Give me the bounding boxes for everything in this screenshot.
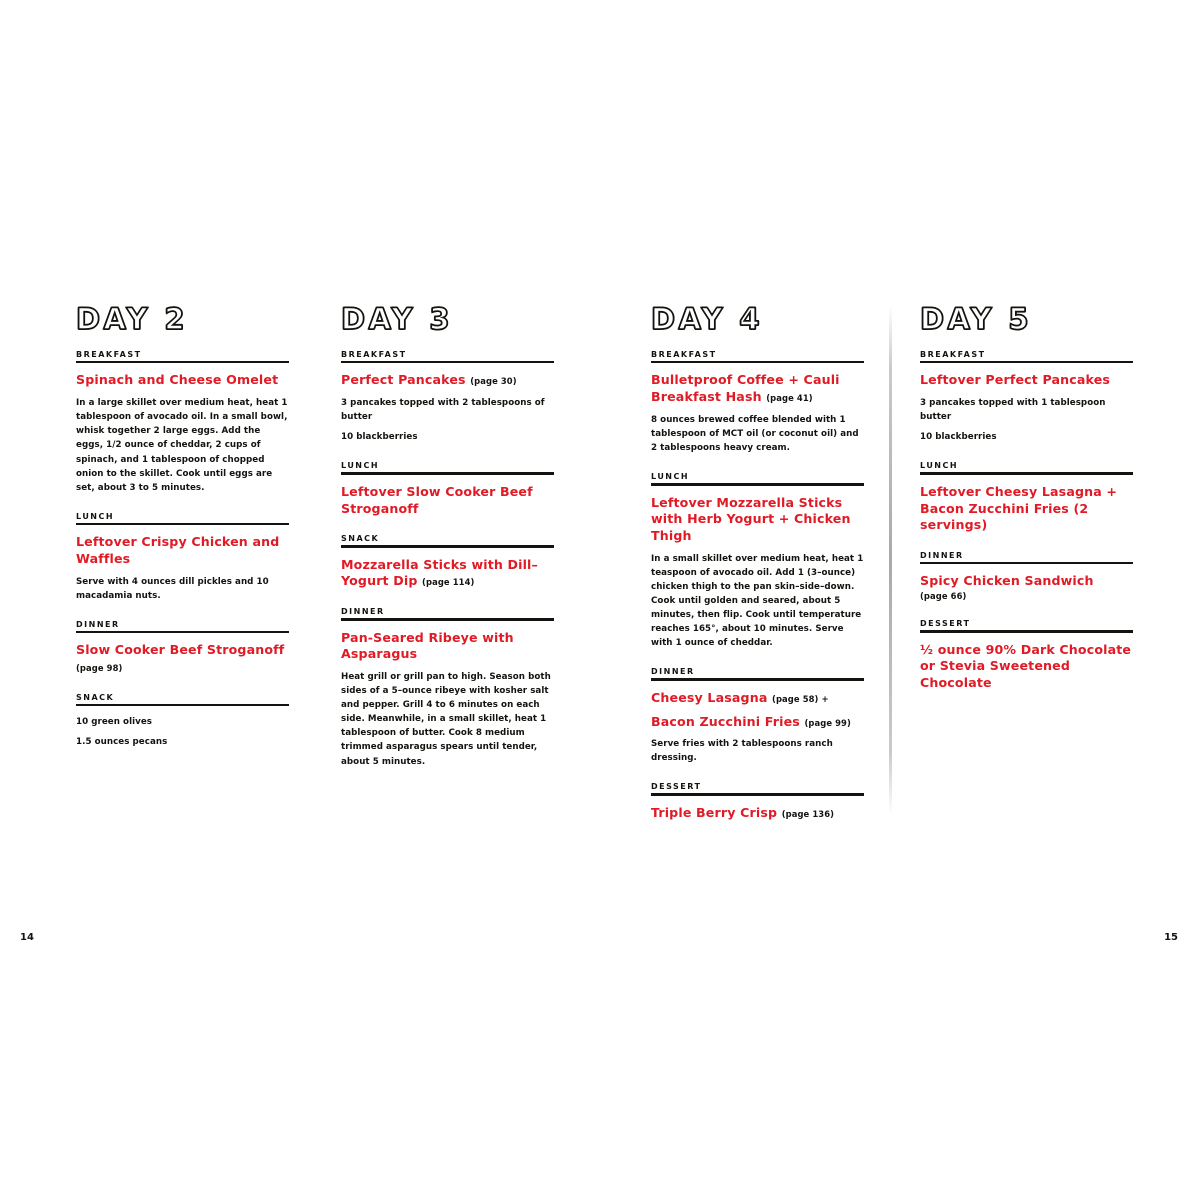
meal-block: [76, 512, 289, 603]
recipe-name: Bacon Zucchini Fries: [651, 713, 800, 729]
meal-block: [920, 619, 1133, 692]
meal-label: DINNER: [920, 551, 964, 560]
meal-label: LUNCH: [920, 461, 959, 471]
meal-block: [651, 350, 864, 455]
meal-rule: [76, 631, 289, 633]
recipe-name: Triple Berry Crisp: [651, 804, 778, 820]
recipe-page-reference: (page 66): [920, 591, 967, 602]
meal-label: LUNCH: [341, 461, 380, 471]
recipe-link[interactable]: [920, 372, 1133, 389]
meal-label: DESSERT: [651, 782, 702, 792]
recipe-page-reference: (page 99): [804, 717, 851, 728]
meal-label: BREAKFAST: [920, 350, 986, 359]
meal-rule: [920, 562, 1133, 564]
day-column: [341, 302, 554, 786]
meal-note: 10 green olives: [76, 717, 153, 728]
recipe-link[interactable]: [341, 630, 554, 663]
recipe-link[interactable]: [651, 805, 864, 822]
recipe-name: Leftover Slow Cooker Beef Stroganoff: [341, 483, 533, 516]
recipe-link[interactable]: [651, 372, 864, 405]
recipe-name: Slow Cooker Beef Stroganoff: [76, 642, 285, 658]
meal-note: 8 ounces brewed coffee blended with 1 tablespoon of MCT oil (or coconut oil) and 2 tablespoons heavy cream.: [651, 414, 859, 454]
recipe-link[interactable]: [76, 642, 289, 675]
recipe-name: Perfect Pancakes: [341, 372, 466, 388]
meal-rule: [651, 361, 864, 363]
day-title: DAY 4: [651, 302, 764, 336]
recipe-page-reference: (page 114): [422, 577, 475, 588]
day-title: DAY 5: [920, 302, 1033, 336]
recipe-page-reference: (page 58) +: [772, 693, 829, 704]
recipe-name: Cheesy Lasagna: [651, 689, 768, 705]
recipe-name: Leftover Mozzarella Sticks with Herb Yogurt + Chicken Thigh: [651, 494, 851, 543]
meal-block: [341, 350, 554, 444]
recipe-name: Spicy Chicken Sandwich: [920, 573, 1094, 589]
meal-block: [76, 693, 289, 750]
meal-block: [76, 620, 289, 676]
meal-rule: [76, 523, 289, 525]
meal-note: 3 pancakes topped with 2 tablespoons of butter: [341, 398, 545, 423]
meal-label: LUNCH: [76, 511, 115, 521]
folio-left: 14: [20, 932, 34, 943]
meal-label: DESSERT: [920, 619, 971, 629]
recipe-page-reference: (page 41): [766, 393, 813, 404]
meal-note: 10 blackberries: [920, 432, 997, 443]
recipe-link[interactable]: [651, 495, 864, 545]
meal-label: BREAKFAST: [76, 350, 142, 359]
day-title: DAY 3: [341, 302, 454, 336]
meal-note: Serve fries with 2 tablespoons ranch dressing.: [651, 739, 833, 764]
meal-label: BREAKFAST: [341, 350, 407, 359]
day-column: [651, 302, 864, 839]
meal-rule: [76, 704, 289, 706]
meal-block: [341, 607, 554, 769]
recipe-link[interactable]: [651, 714, 864, 731]
meal-block: [651, 782, 864, 821]
meal-label: LUNCH: [651, 472, 690, 482]
recipe-link[interactable]: [341, 484, 554, 517]
meal-note: 10 blackberries: [341, 432, 418, 443]
meal-label: BREAKFAST: [651, 350, 717, 359]
recipe-name: Leftover Crispy Chicken and Waffles: [76, 534, 280, 566]
meal-label: SNACK: [76, 692, 115, 702]
recipe-page-reference: (page 136): [781, 808, 835, 819]
recipe-name: Leftover Cheesy Lasagna + Bacon Zucchini Fries (2 servings): [920, 483, 1118, 533]
meal-rule: [920, 361, 1133, 363]
meal-block: [920, 461, 1133, 534]
meal-block: [651, 667, 864, 765]
day-column: [920, 302, 1133, 709]
meal-rule: [76, 361, 289, 363]
meal-note: In a large skillet over medium heat, heat 1 tablespoon of avocado oil. In a small bowl, whisk together 2 large eggs. Add the eggs, 1/2 ounce of cheddar, 2 cups of spinach, and 1 tablespoon of chopped onion to the skillet. Cook until eggs are set, about 3 to 5 minutes.: [76, 398, 288, 493]
meal-block: [651, 472, 864, 650]
recipe-name: Mozzarella Sticks with Dill–Yogurt Dip: [341, 556, 538, 589]
meal-block: [920, 551, 1133, 602]
recipe-name: Leftover Perfect Pancakes: [920, 372, 1111, 388]
meal-block: [341, 534, 554, 590]
meal-note: Serve with 4 ounces dill pickles and 10 macadamia nuts.: [76, 576, 269, 601]
recipe-name: ½ ounce 90% Dark Chocolate or Stevia Sweetened Chocolate: [920, 641, 1132, 691]
meal-note: Heat grill or grill pan to high. Season both sides of a 5–ounce ribeye with kosher salt and pepper. Grill 4 to 6 minutes on each side. Meanwhile, in a small skillet, heat 1 tablespoon of butter. Cook 8 medium trimmed asparagus spears until tender, about 5 minutes.: [341, 671, 551, 767]
meal-label: DINNER: [76, 619, 120, 629]
recipe-link[interactable]: [76, 534, 289, 567]
recipe-link[interactable]: [76, 372, 289, 389]
recipe-page-reference: (page 30): [470, 376, 517, 387]
meal-rule: [920, 472, 1133, 474]
recipe-link[interactable]: [341, 372, 554, 389]
recipe-name: Bulletproof Coffee + Cauli Breakfast Hash: [651, 372, 840, 405]
recipe-page-reference: (page 98): [76, 662, 123, 673]
meal-label: SNACK: [341, 534, 380, 544]
recipe-link[interactable]: [920, 642, 1133, 692]
meal-rule: [341, 545, 554, 547]
meal-rule: [651, 793, 864, 795]
meal-block: [76, 350, 289, 495]
meal-rule: [651, 483, 864, 485]
recipe-link[interactable]: [341, 557, 554, 590]
meal-note: In a small skillet over medium heat, heat 1 teaspoon of avocado oil. Add 1 (3–ounce) chicken thigh to the pan skin–side–down. Cook until golden and seared, about 5 minutes, then flip. Cook until temperature reaches 165°, about 10 minutes. Serve with 1 ounce of cheddar.: [651, 553, 864, 649]
recipe-name: Spinach and Cheese Omelet: [76, 372, 279, 388]
day-title: DAY 2: [76, 302, 189, 336]
meal-rule: [341, 361, 554, 363]
recipe-link[interactable]: [651, 690, 864, 707]
folio-right: 15: [1164, 932, 1178, 943]
meal-block: [920, 350, 1133, 444]
meal-note: 3 pancakes topped with 1 tablespoon butter: [920, 398, 1106, 423]
meal-rule: [341, 472, 554, 474]
meal-label: DINNER: [651, 667, 695, 677]
recipe-link[interactable]: [920, 484, 1133, 534]
recipe-link[interactable]: [920, 573, 1133, 602]
meal-rule: [651, 678, 864, 680]
recipe-name: Pan-Seared Ribeye with Asparagus: [341, 629, 514, 662]
day-column: [76, 302, 289, 766]
meal-note: 1.5 ounces pecans: [76, 737, 168, 748]
meal-rule: [920, 630, 1133, 632]
meal-rule: [341, 618, 554, 620]
meal-block: [341, 461, 554, 517]
meal-label: DINNER: [341, 607, 385, 617]
